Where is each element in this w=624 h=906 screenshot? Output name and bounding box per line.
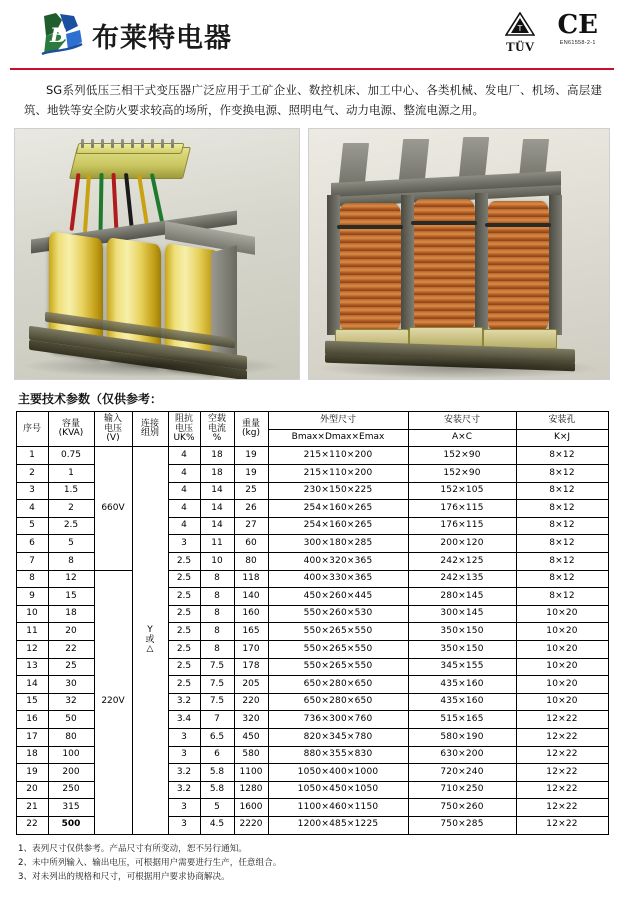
tuv-label: TÜV: [506, 39, 535, 54]
cell-io: 10: [200, 553, 234, 571]
col-header-input-voltage: [94, 412, 132, 447]
col-header-capacity: [48, 412, 94, 447]
cell-uk: 2.5: [168, 623, 200, 641]
product-photo-right: [308, 128, 610, 380]
cell-hole: 8×12: [516, 465, 608, 483]
cell-weight: 60: [234, 535, 268, 553]
cell-capacity: 100: [48, 746, 94, 764]
cell-capacity: 12: [48, 570, 94, 588]
cell-no: 6: [16, 535, 48, 553]
bl-monogram-logo-icon: [36, 10, 88, 60]
cell-io: 5.8: [200, 781, 234, 799]
cell-uk: 2.5: [168, 676, 200, 694]
cell-capacity: 20: [48, 623, 94, 641]
cell-io: 18: [200, 465, 234, 483]
uk-line1: 阻抗: [174, 414, 193, 425]
cell-weight: 19: [234, 447, 268, 465]
product-intro-paragraph: [24, 80, 602, 120]
cell-weight: 2220: [234, 816, 268, 834]
col-header-mounting-dimensions: 安装尺寸: [408, 412, 516, 430]
cell-weight: 118: [234, 570, 268, 588]
cell-io: 5: [200, 799, 234, 817]
cell-no: 20: [16, 781, 48, 799]
connection-line1: 连接: [140, 418, 159, 429]
svg-text:T: T: [518, 24, 523, 33]
svg-text:B: B: [50, 23, 67, 47]
ce-mark-label: CE: [557, 10, 598, 40]
cell-mount: 152×90: [408, 447, 516, 465]
cell-capacity: 32: [48, 693, 94, 711]
conn-line2: 或: [145, 634, 155, 645]
cell-outer: 254×160×265: [268, 517, 408, 535]
cell-mount: 152×90: [408, 465, 516, 483]
cell-no: 15: [16, 693, 48, 711]
cell-hole: 12×22: [516, 799, 608, 817]
cell-outer: 550×265×550: [268, 623, 408, 641]
cell-outer: 820×345×780: [268, 728, 408, 746]
cell-weight: 25: [234, 482, 268, 500]
brand-logo-group: [36, 10, 232, 60]
cell-no: 5: [16, 517, 48, 535]
cell-mount: 435×160: [408, 693, 516, 711]
cell-weight: 205: [234, 676, 268, 694]
cell-uk: 2.5: [168, 588, 200, 606]
cell-hole: 8×12: [516, 517, 608, 535]
cell-capacity: 250: [48, 781, 94, 799]
cell-capacity: 18: [48, 605, 94, 623]
cell-capacity: 5: [48, 535, 94, 553]
cell-outer: 300×180×285: [268, 535, 408, 553]
col-subheader-hole: K×J: [516, 429, 608, 447]
cell-capacity: 80: [48, 728, 94, 746]
cell-io: 14: [200, 500, 234, 518]
cell-uk: 2.5: [168, 658, 200, 676]
cell-hole: 10×20: [516, 676, 608, 694]
cell-no: 7: [16, 553, 48, 571]
cell-outer: 254×160×265: [268, 500, 408, 518]
cell-io: 18: [200, 447, 234, 465]
cell-hole: 10×20: [516, 605, 608, 623]
cell-no: 1: [16, 447, 48, 465]
cell-connection-group: [132, 447, 168, 834]
footnote-3: 3、对未列出的规格和尺寸，可根据用户要求协商解决。: [18, 871, 230, 882]
cell-no: 9: [16, 588, 48, 606]
col-header-mounting-holes: 安装孔: [516, 412, 608, 430]
uk-line3: UK%: [173, 433, 195, 444]
specification-table: [16, 411, 609, 834]
cell-no: 10: [16, 605, 48, 623]
cell-io: 14: [200, 517, 234, 535]
cell-io: 4.5: [200, 816, 234, 834]
cell-io: 8: [200, 640, 234, 658]
cell-io: 8: [200, 605, 234, 623]
table-body: [16, 447, 608, 834]
io-line1: 空载: [207, 414, 226, 425]
cell-hole: 8×12: [516, 553, 608, 571]
cell-outer: 736×300×760: [268, 711, 408, 729]
cell-no: 8: [16, 570, 48, 588]
cell-capacity: 1.5: [48, 482, 94, 500]
cell-uk: 3.4: [168, 711, 200, 729]
cell-io: 8: [200, 570, 234, 588]
cell-mount: 176×115: [408, 500, 516, 518]
cell-uk: 3.2: [168, 764, 200, 782]
weight-line2: (kg): [242, 428, 260, 439]
cell-mount: 200×120: [408, 535, 516, 553]
cell-hole: 12×22: [516, 816, 608, 834]
cell-hole: 8×12: [516, 482, 608, 500]
cell-mount: 750×260: [408, 799, 516, 817]
cell-no: 16: [16, 711, 48, 729]
cell-io: 5.8: [200, 764, 234, 782]
cell-weight: 1100: [234, 764, 268, 782]
cell-hole: 10×20: [516, 623, 608, 641]
col-header-uk: [168, 412, 200, 447]
cell-outer: 650×280×650: [268, 693, 408, 711]
cell-outer: 1050×400×1000: [268, 764, 408, 782]
cell-no: 4: [16, 500, 48, 518]
cell-mount: 300×145: [408, 605, 516, 623]
cell-no: 14: [16, 676, 48, 694]
cell-weight: 1600: [234, 799, 268, 817]
cell-no: 2: [16, 465, 48, 483]
cell-weight: 580: [234, 746, 268, 764]
cell-weight: 80: [234, 553, 268, 571]
cell-uk: 3: [168, 816, 200, 834]
cell-uk: 2.5: [168, 605, 200, 623]
cell-capacity: 50: [48, 711, 94, 729]
cell-outer: 400×330×365: [268, 570, 408, 588]
cell-mount: 630×200: [408, 746, 516, 764]
cell-hole: 8×12: [516, 588, 608, 606]
cell-mount: 242×135: [408, 570, 516, 588]
cell-capacity: 1: [48, 465, 94, 483]
cell-uk: 4: [168, 517, 200, 535]
cell-mount: 242×125: [408, 553, 516, 571]
cell-outer: 450×260×445: [268, 588, 408, 606]
cell-hole: 8×12: [516, 447, 608, 465]
col-header-no-load-current: [200, 412, 234, 447]
cell-capacity: 0.75: [48, 447, 94, 465]
cell-outer: 215×110×200: [268, 447, 408, 465]
cell-hole: 8×12: [516, 535, 608, 553]
cell-weight: 165: [234, 623, 268, 641]
cell-hole: 10×20: [516, 640, 608, 658]
cell-hole: 12×22: [516, 728, 608, 746]
cell-uk: 3: [168, 535, 200, 553]
cell-weight: 140: [234, 588, 268, 606]
cell-uk: 4: [168, 447, 200, 465]
cell-io: 7.5: [200, 693, 234, 711]
cell-io: 14: [200, 482, 234, 500]
cell-outer: 550×265×550: [268, 658, 408, 676]
cell-io: 11: [200, 535, 234, 553]
cell-outer: 400×320×365: [268, 553, 408, 571]
spec-table-title: 主要技术参数（仅供参考：: [18, 392, 163, 407]
cell-uk: 3.2: [168, 693, 200, 711]
cell-mount: 515×165: [408, 711, 516, 729]
intro-text: SG系列低压三相干式变压器广泛应用于工矿企业、数控机床、加工中心、各类机械、发电厂、机场、高层建筑、地铁等安全防火要求较高的场所，作变换电源、照明电气、动力电源、整流电源之用。: [24, 83, 602, 118]
cell-mount: 710×250: [408, 781, 516, 799]
input-line1: 输入: [103, 414, 122, 425]
cell-hole: 12×22: [516, 764, 608, 782]
cell-mount: 720×240: [408, 764, 516, 782]
cell-io: 7.5: [200, 676, 234, 694]
cell-io: 6: [200, 746, 234, 764]
cell-mount: 280×145: [408, 588, 516, 606]
cell-mount: 350×150: [408, 623, 516, 641]
cell-outer: 880×355×830: [268, 746, 408, 764]
input-line3: (V): [106, 433, 120, 444]
cell-outer: 215×110×200: [268, 465, 408, 483]
footnote-2: 2、未中所列输入、输出电压，可根据用户需要进行生产，任意组合。: [18, 857, 282, 868]
cell-no: 19: [16, 764, 48, 782]
brand-name: 布莱特电器: [92, 22, 232, 54]
cell-weight: 450: [234, 728, 268, 746]
footnotes: [18, 842, 608, 885]
cell-hole: 8×12: [516, 500, 608, 518]
cell-weight: 178: [234, 658, 268, 676]
cell-hole: 12×22: [516, 781, 608, 799]
weight-line1: 重量: [241, 418, 260, 429]
cell-hole: 10×20: [516, 658, 608, 676]
cell-io: 8: [200, 588, 234, 606]
cell-capacity: 8: [48, 553, 94, 571]
cell-hole: 8×12: [516, 570, 608, 588]
product-photo-row: [14, 128, 610, 380]
cell-io: 8: [200, 623, 234, 641]
input-line2: 电压: [103, 423, 122, 434]
cell-uk: 2.5: [168, 640, 200, 658]
cell-input-voltage-220: 220V: [94, 570, 132, 834]
cell-uk: 2.5: [168, 570, 200, 588]
tuv-triangle-icon: [505, 12, 535, 41]
cell-weight: 320: [234, 711, 268, 729]
cell-hole: 12×22: [516, 711, 608, 729]
cell-mount: 345×155: [408, 658, 516, 676]
cell-uk: 3: [168, 799, 200, 817]
connection-line2: 组别: [140, 428, 159, 439]
tuv-cert: [505, 12, 535, 55]
cell-weight: 220: [234, 693, 268, 711]
cell-capacity: 315: [48, 799, 94, 817]
cell-weight: 160: [234, 605, 268, 623]
col-subheader-outer: Bmax×Dmax×Emax: [268, 429, 408, 447]
table-header-row-1: [16, 412, 608, 430]
uk-line2: 电压: [174, 423, 193, 434]
cell-capacity: 22: [48, 640, 94, 658]
cell-uk: 2.5: [168, 553, 200, 571]
cell-io: 6.5: [200, 728, 234, 746]
cell-outer: 550×260×530: [268, 605, 408, 623]
cell-weight: 170: [234, 640, 268, 658]
cell-no: 21: [16, 799, 48, 817]
cell-capacity: 15: [48, 588, 94, 606]
col-header-weight: [234, 412, 268, 447]
cell-mount: 350×150: [408, 640, 516, 658]
table-row: [16, 570, 608, 588]
cell-outer: 650×280×650: [268, 676, 408, 694]
cell-mount: 580×190: [408, 728, 516, 746]
col-header-outer-dimensions: 外型尺寸: [268, 412, 408, 430]
page-header: [10, 6, 614, 70]
conn-line3: △: [146, 644, 154, 655]
ce-cert: [557, 12, 598, 46]
cell-capacity: 500: [48, 816, 94, 834]
capacity-line2: (KVA): [58, 428, 84, 439]
cell-uk: 3.2: [168, 781, 200, 799]
cell-mount: 435×160: [408, 676, 516, 694]
cell-capacity: 2.5: [48, 517, 94, 535]
io-line2: 电流: [207, 423, 226, 434]
product-datasheet-page: [0, 6, 624, 906]
cell-capacity: 200: [48, 764, 94, 782]
cell-weight: 26: [234, 500, 268, 518]
cell-no: 18: [16, 746, 48, 764]
cell-mount: 152×105: [408, 482, 516, 500]
cell-uk: 4: [168, 465, 200, 483]
cell-mount: 176×115: [408, 517, 516, 535]
cell-io: 7.5: [200, 658, 234, 676]
cell-weight: 1280: [234, 781, 268, 799]
table-row: [16, 447, 608, 465]
capacity-line1: 容量: [61, 418, 80, 429]
io-line3: %: [212, 433, 222, 444]
product-photo-left: [14, 128, 300, 380]
cell-no: 11: [16, 623, 48, 641]
cell-hole: 10×20: [516, 693, 608, 711]
cell-uk: 3: [168, 728, 200, 746]
cell-hole: 12×22: [516, 746, 608, 764]
cell-mount: 750×285: [408, 816, 516, 834]
ce-standard-number: EN61558-2-1: [559, 40, 596, 46]
cell-io: 7: [200, 711, 234, 729]
cell-no: 13: [16, 658, 48, 676]
cell-no: 22: [16, 816, 48, 834]
cell-capacity: 2: [48, 500, 94, 518]
certification-marks: [505, 12, 598, 55]
col-subheader-mount: A×C: [408, 429, 516, 447]
cell-no: 3: [16, 482, 48, 500]
cell-uk: 4: [168, 500, 200, 518]
cell-capacity: 25: [48, 658, 94, 676]
cell-outer: 1200×485×1225: [268, 816, 408, 834]
cell-input-voltage-660: 660V: [94, 447, 132, 570]
cell-no: 17: [16, 728, 48, 746]
cell-weight: 19: [234, 465, 268, 483]
cell-outer: 230×150×225: [268, 482, 408, 500]
conn-line1: Y: [147, 625, 153, 636]
cell-weight: 27: [234, 517, 268, 535]
cell-outer: 550×265×550: [268, 640, 408, 658]
cell-outer: 1100×460×1150: [268, 799, 408, 817]
cell-capacity: 30: [48, 676, 94, 694]
cell-no: 12: [16, 640, 48, 658]
footnote-1: 1、表列尺寸仅供参考。产品尺寸有所变动，恕不另行通知。: [18, 843, 247, 854]
cell-outer: 1050×450×1050: [268, 781, 408, 799]
col-header-no: 序号: [16, 412, 48, 447]
cell-uk: 3: [168, 746, 200, 764]
cell-uk: 4: [168, 482, 200, 500]
col-header-connection: [132, 412, 168, 447]
